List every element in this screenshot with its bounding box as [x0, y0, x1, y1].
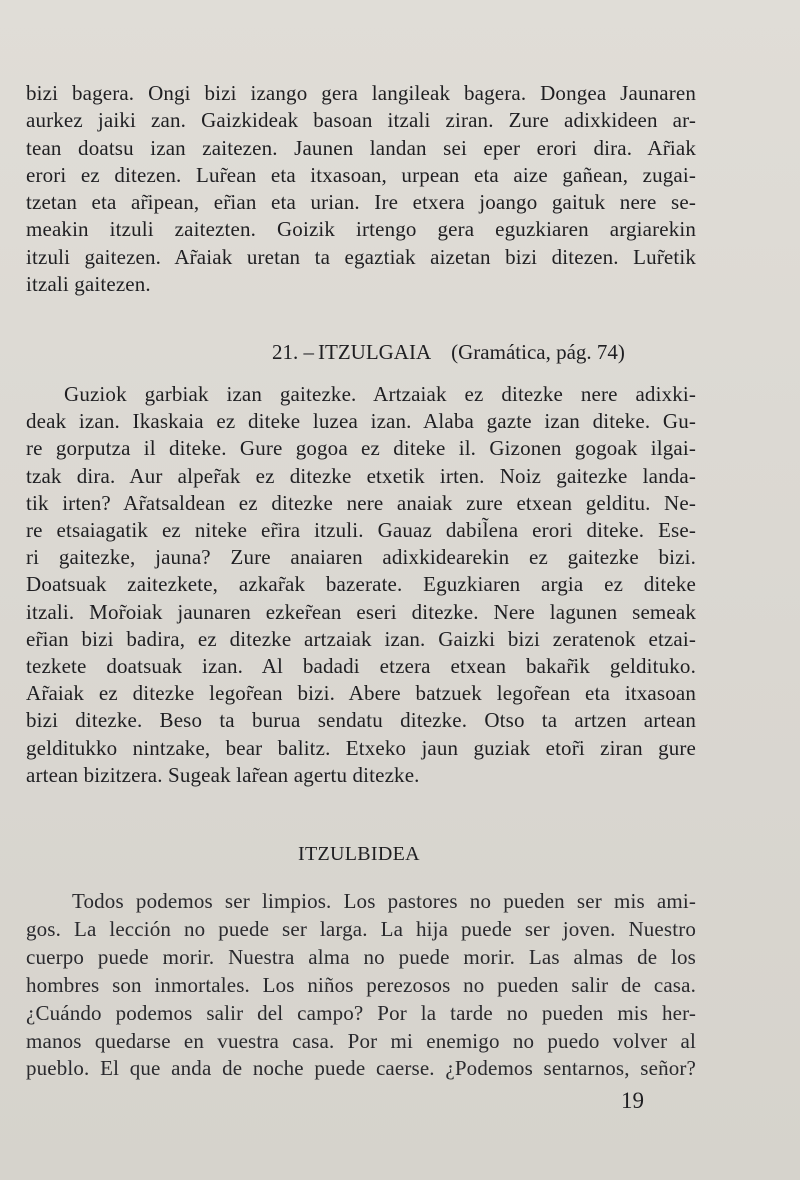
basque-text-paragraph: [26, 80, 696, 298]
exercise-number: 21. –: [272, 340, 314, 364]
text-line: Ar̃aiak ez ditezke legor̃ean bizi. Abere batzuek legor̃ean eta itxasoan: [26, 681, 696, 706]
text-line: re gorputza il diteke. Gure gogoa ez diteke il. Gizonen gogoak ilgai-: [26, 436, 696, 461]
text-line: tzetan eta ar̃ipean, er̃ian eta urian. Ire etxera joango gaituk nere se-: [26, 190, 696, 215]
text-line: hombres son inmortales. Los niños perezosos no pueden salir de casa.: [26, 972, 696, 997]
text-line: meakin itzuli zaitezten. Goizik irtengo gera eguzkiaren argiarekin: [26, 217, 696, 242]
text-line: tean doatsu izan zaitezen. Jaunen landan sei eper erori dira. Ar̃iak: [26, 135, 696, 160]
text-line: gos. La lección no puede ser larga. La hija puede ser joven. Nuestro: [26, 916, 696, 941]
text-line: pueblo. El que anda de noche puede caerse. ¿Podemos sentarnos, señor?: [26, 1056, 696, 1081]
text-line: cuerpo puede morir. Nuestra alma no puede morir. Las almas de los: [26, 944, 696, 969]
text-line: itzali gaitezen.: [26, 272, 151, 297]
text-line: er̃ian bizi badira, ez ditezke artzaiak izan. Gaizki bizi zeratenok etzai-: [26, 626, 696, 651]
text-line: tzak dira. Aur alper̃ak ez ditezke etxetik irten. Noiz gaitezke landa-: [26, 463, 696, 488]
text-line: deak izan. Ikaskaia ez diteke luzea izan. Alaba gazte izan diteke. Gu-: [26, 409, 696, 434]
text-line: artean bizitzera. Sugeak lar̃ean agertu ditezke.: [26, 762, 420, 787]
text-line: manos quedarse en vuestra casa. Por mi enemigo no puedo volver al: [26, 1028, 696, 1053]
text-line: Todos podemos ser limpios. Los pastores no pueden ser mis ami-: [72, 889, 696, 913]
exercise-text-paragraph: [26, 381, 696, 789]
text-line: aurkez jaiki zan. Gaizkideak basoan itzali ziran. Zure adixkideen ar-: [26, 108, 696, 133]
text-line: itzali. Mor̃oiak jaunaren ezker̃ean eseri ditezke. Nere lagunen semeak: [26, 599, 696, 624]
page-number: 19: [621, 1088, 644, 1113]
text-line: itzuli gaitezen. Ar̃aiak uretan ta egaztiak aizetan bizi ditezen. Lur̃etik: [26, 244, 696, 269]
text-line: bizi bagera. Ongi bizi izango gera langileak bagera. Dongea Jaunaren: [26, 81, 696, 105]
exercise-title: ITZULGAIA: [318, 340, 432, 364]
text-line: tezkete doatsuak izan. Al badadi etzera etxean bakar̃ik geldituko.: [26, 654, 696, 679]
text-line: ¿Cuándo podemos salir del campo? Por la tarde no pueden mis her-: [26, 1000, 696, 1025]
spanish-translation-paragraph: [26, 888, 696, 1083]
text-line: tik irten? Ar̃atsaldean ez ditezke nere anaiak zure etxean gelditu. Ne-: [26, 490, 696, 515]
text-line: re etsaiagatik ez niteke er̃ira itzuli. Gauaz dabil̃ena erori diteke. Ese-: [26, 518, 696, 543]
text-line: Doatsuak zaitezkete, azkar̃ak bazerate. Eguzkiaren argia ez diteke: [26, 572, 696, 597]
translation-heading: ITZULBIDEA: [298, 843, 420, 865]
text-line: bizi ditezke. Beso ta burua sendatu ditezke. Otso ta artzen artean: [26, 708, 696, 733]
text-line: gelditukko nintzake, bear balitz. Etxeko jaun guziak etor̃i ziran gure: [26, 735, 696, 760]
text-line: erori ez ditezen. Lur̃ean eta itxasoan, urpean eta aize gañean, zugai-: [26, 162, 696, 187]
exercise-heading: [272, 340, 625, 365]
text-line: ri gaitezke, jauna? Zure anaiaren adixkidearekin ez gaitezke bizi.: [26, 545, 696, 570]
grammar-reference: (Gramática, pág. 74): [451, 340, 625, 364]
text-line: Guziok garbiak izan gaitezke. Artzaiak ez ditezke nere adixki-: [64, 382, 696, 406]
